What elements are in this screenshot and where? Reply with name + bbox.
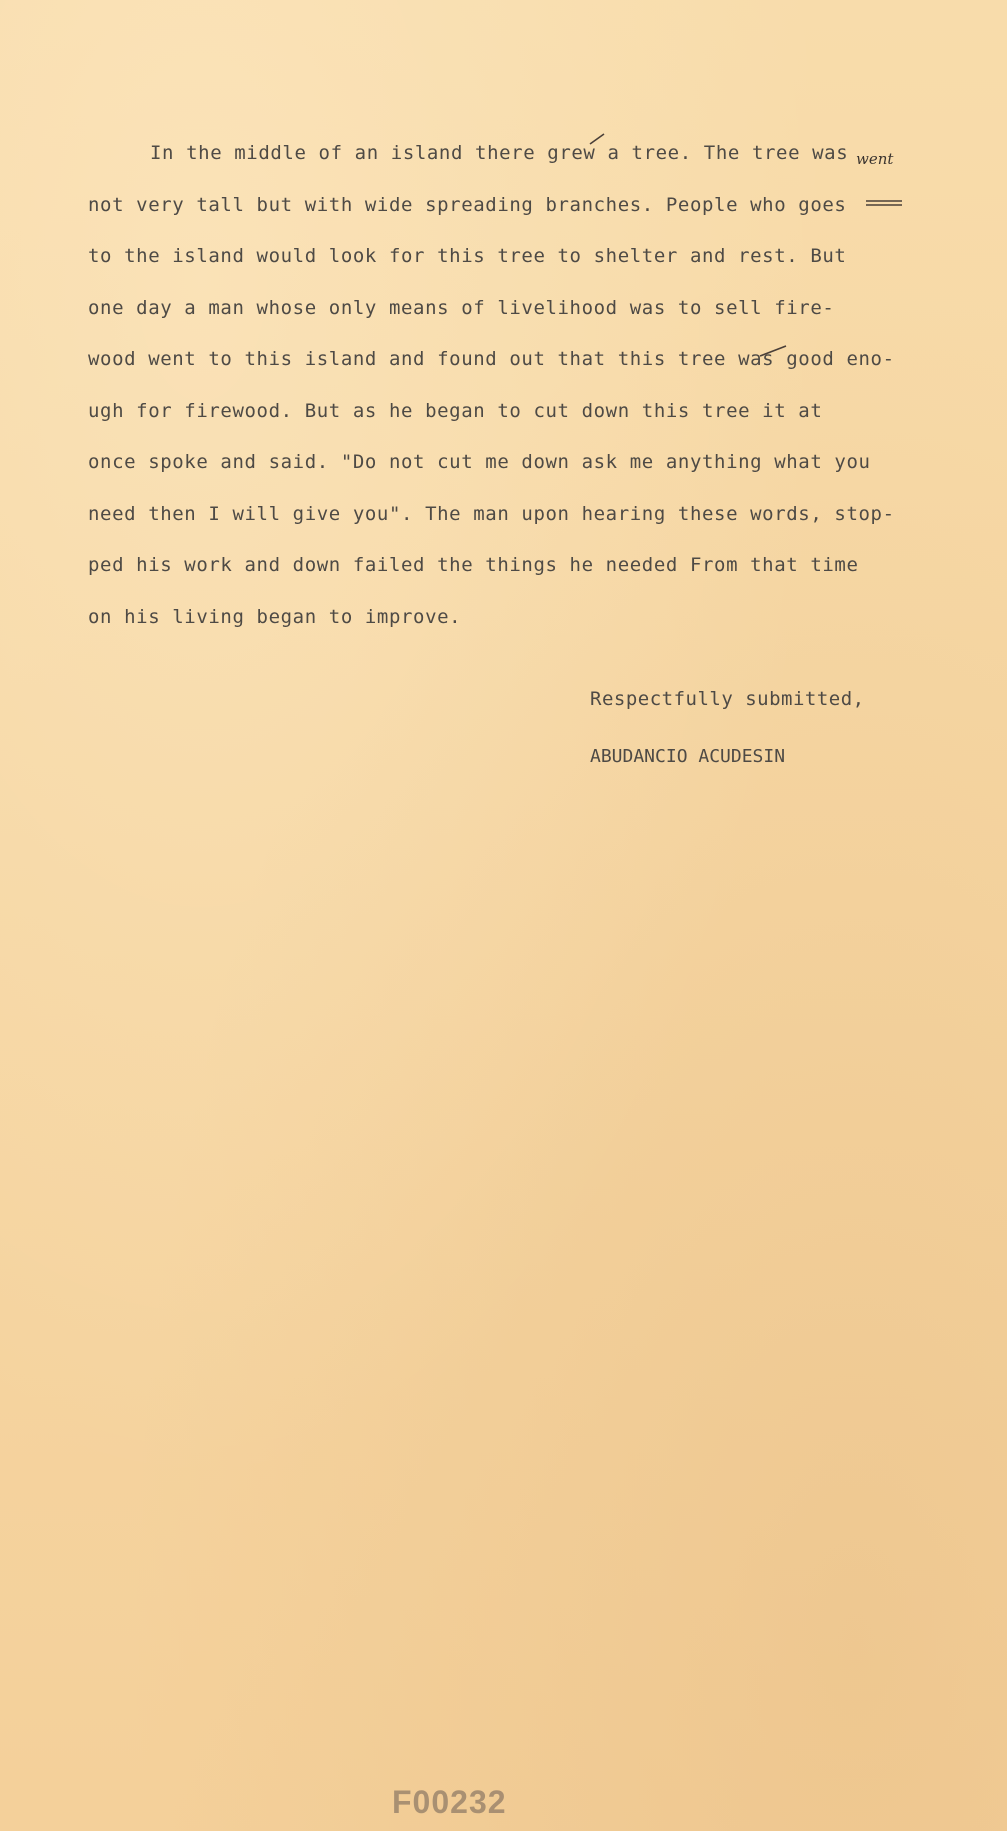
text-line: ped his work and down failed the things he needed From that time [88,554,859,576]
handwritten-correction: went [856,150,894,168]
text-line: not very tall but with wide spreading branches. People who goes [88,193,847,216]
text-line: on his living began to improve. [88,605,462,628]
text-line: ugh for firewood. But as he began to cut down this tree it at [88,399,823,422]
author-name: ABUDANCIO ACUDESIN [590,746,786,767]
signature-block [590,688,865,767]
archive-stamp-number: F00232 [392,1784,507,1820]
text-line: to the island would look for this tree to shelter and rest. But [88,245,847,267]
closing-text: Respectfully submitted, [590,688,865,710]
text-line: once spoke and said. "Do not cut me down ask me anything what you [88,451,871,473]
text-line: wood went to this island and found out that this tree was good eno- [88,348,895,370]
text-line: one day a man whose only means of livelihood was to sell fire- [88,296,835,319]
text-line: need then I will give you". The man upon hearing these words, stop- [88,502,895,525]
text-line: In the middle of an island there grew a tree. The tree was [150,142,849,164]
